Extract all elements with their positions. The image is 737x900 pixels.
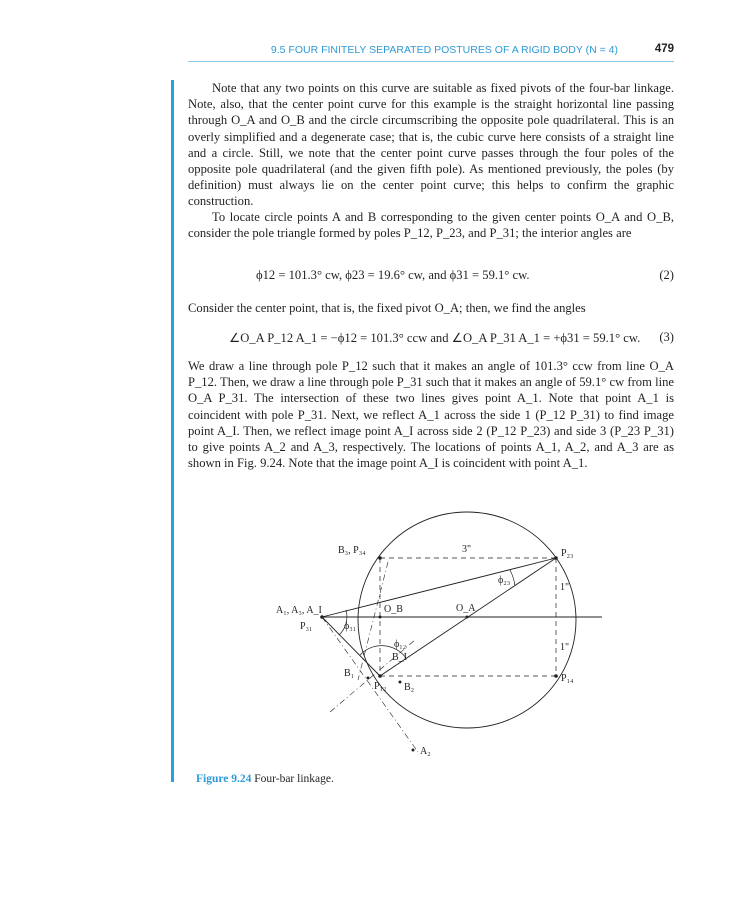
paragraph-2: To locate circle points A and B corresponding to the given center points O_A and O_B, consider the pole triangle formed by poles P_12, P_23, and P_31; the interior angles are xyxy=(188,210,674,241)
point-oa xyxy=(466,616,469,619)
paragraph-3: Consider the center point, that is, the fixed pivot O_A; then, we find the angles xyxy=(188,301,586,315)
label-p12: P₁₂ xyxy=(374,681,387,692)
equation-3-number: (3) xyxy=(659,330,674,344)
label-p31: P₃₁ xyxy=(300,621,313,632)
paragraph-4: We draw a line through pole P_12 such that it makes an angle of 101.3° ccw from line O_A P_12. Then, we draw a line through pole P_31 such that it makes an angle of 59.1° cw from line O_A P_31. The intersection of these two lines gives point A_1. Note that point A_1 is coincident with pole P_31. Next, we reflect A_1 across the side 1 (P_12 P_31) to find image point A_I. Then, we reflect image point A_I across side 2 (P_12 P_23) and side 3 (P_23 P_31) to give points A_2 and A_3, respectively. The locations of points A_1, A_2, and A_3 are as shown in Fig. 9.24. Note that the image point A_I is coincident with point A_1. xyxy=(188,359,674,471)
label-dim-1in-bottom: 1" xyxy=(560,642,570,653)
label-bi: B_I xyxy=(392,652,407,663)
margin-change-bar xyxy=(171,80,174,782)
section-title: 9.5 FOUR FINITELY SEPARATED POSTURES OF A RIGID BODY (N = 4) xyxy=(270,44,618,56)
four-bar-linkage-figure xyxy=(270,500,610,770)
label-b3-p34: B₃, P₃₄ xyxy=(338,545,366,556)
figure-caption-text: Four-bar linkage. xyxy=(254,773,334,785)
point-p23 xyxy=(554,556,558,560)
point-a2 xyxy=(412,749,415,752)
point-ob xyxy=(379,616,382,619)
header-rule xyxy=(188,61,674,62)
page-number: 479 xyxy=(654,43,674,55)
phi23-arc xyxy=(510,570,515,586)
label-ob: O_B xyxy=(384,604,403,615)
label-phi23: ϕ₂₃ xyxy=(498,575,511,586)
equation-3: ∠O_A P_12 A_1 = −ϕ12 = 101.3° ccw and ∠O_A P_31 A_1 = +ϕ31 = 59.1° cw. xyxy=(229,331,641,345)
equation-2-number: (2) xyxy=(659,268,674,282)
label-b2: B₂ xyxy=(404,682,415,693)
point-p14 xyxy=(554,674,558,678)
side-p31-p23 xyxy=(322,558,556,617)
paragraph-1: Note that any two points on this curve are suitable as fixed pivots of the four-bar linkage. Note, also, that the center point curve for this example is the straight horizontal line passing through O_A and O_B and the circle circumscribing the opposite pole quadrilateral. This is an overly simplified and a degenerate case; that is, the cubic curve here consists of a straight line and a circle. Still, we note that the center point curve passes through the four poles of the opposite pole quadrilateral (and the given fifth pole). As mentioned previously, the poles (by definition) must always lie on the center point curve; this helps to confirm the graphic construction. xyxy=(188,81,674,209)
label-a2: A₂ xyxy=(420,746,431,757)
equation-2: ϕ12 = 101.3° cw, ϕ23 = 19.6° cw, and ϕ31 = 59.1° cw. xyxy=(256,268,530,282)
figure-caption xyxy=(196,773,334,785)
label-oa: O_A xyxy=(456,603,476,614)
label-p14: P₁₄ xyxy=(561,673,574,684)
label-phi31: ϕ₃₁ xyxy=(344,621,357,632)
label-dim-3in: 3" xyxy=(462,544,472,555)
construction-line-3 xyxy=(358,562,388,680)
label-a-group: A₁, A₃, A_I xyxy=(276,605,322,616)
point-b1 xyxy=(367,677,370,680)
label-dim-1in-top: 1" xyxy=(560,582,570,593)
point-p12 xyxy=(378,674,382,678)
label-b1: B₁ xyxy=(344,668,355,679)
point-b2 xyxy=(399,681,402,684)
label-phi12: ϕ₁₂ xyxy=(394,639,407,650)
figure-caption-label: Figure 9.24 xyxy=(196,773,252,785)
label-p23: P₂₃ xyxy=(561,548,574,559)
running-header xyxy=(188,44,674,60)
point-p34 xyxy=(378,556,382,560)
